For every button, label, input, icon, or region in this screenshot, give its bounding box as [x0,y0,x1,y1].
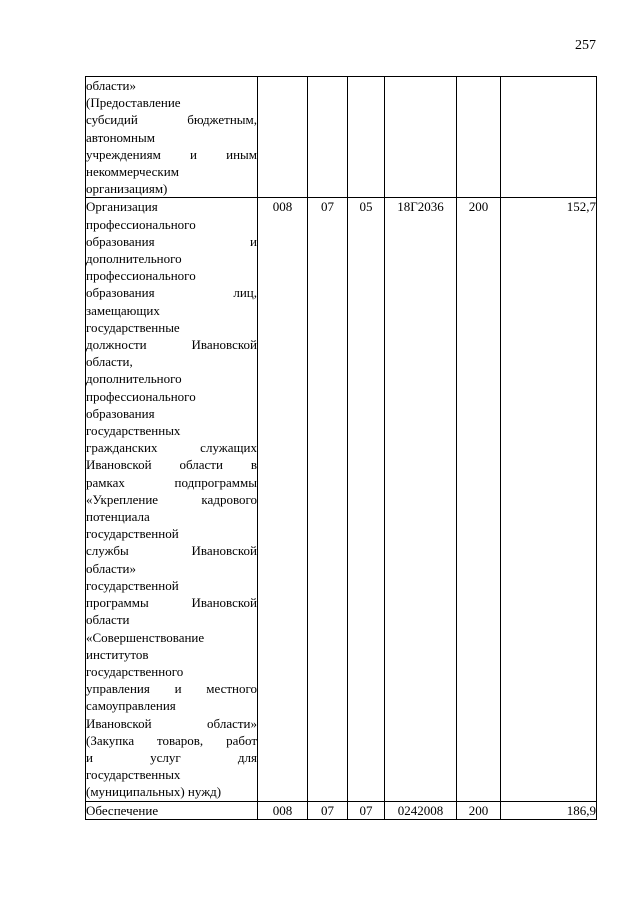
ministry-code: 008 [258,801,308,819]
description-line: (муниципальных) нужд) [86,784,222,800]
section-code [308,77,348,198]
description-line: государственной [86,577,179,593]
amount [501,77,597,198]
description-line: замещающих [86,302,160,318]
description-line: государственных [86,423,181,439]
description-line: некоммерческим [86,164,179,180]
description-line: Организация [86,199,158,215]
description-line: институтов [86,646,149,662]
description-line: (Закупка товаров, работ [86,732,257,748]
description-line: государственного [86,663,184,679]
description-line: службы Ивановской [86,543,257,559]
description-line: «Укрепление кадрового [86,491,257,507]
description-line: управления и местного [86,681,257,697]
section-code: 07 [308,198,348,801]
amount: 186,9 [501,801,597,819]
description-line: области, [86,354,133,370]
ministry-code [258,77,308,198]
description-line: профессионального [86,216,196,232]
description-line: Ивановской области» [86,715,257,731]
table-row [86,198,597,801]
target-article-code: 0242008 [385,801,457,819]
description-line: (Предоставление [86,95,181,111]
expense-type-code: 200 [457,801,501,819]
expense-description [86,77,258,198]
description-line: государственной [86,526,179,542]
description-line: и услуг для [86,749,257,765]
subsection-code [348,77,385,198]
description-line: Ивановской области в [86,457,257,473]
description-line: государственные [86,319,180,335]
page-number: 257 [575,38,596,53]
expense-type-code: 200 [457,198,501,801]
description-line: должности Ивановской [86,337,257,353]
section-code: 07 [308,801,348,819]
expense-description [86,198,258,801]
description-line: области» [86,560,136,576]
expense-description [86,801,258,819]
description-line: образования [86,405,155,421]
description-line: государственных [86,767,181,783]
description-line: образования и [86,233,257,249]
description-line: самоуправления [86,698,176,714]
description-line: области [86,612,130,628]
description-line: потенциала [86,509,150,525]
subsection-code: 05 [348,198,385,801]
description-line: профессионального [86,388,196,404]
description-line: автономным [86,129,155,145]
table-row [86,77,597,198]
description-line: дополнительного [86,251,182,267]
subsection-code: 07 [348,801,385,819]
target-article-code [385,77,457,198]
description-line: Обеспечение [86,802,159,818]
target-article-code: 18Г2036 [385,198,457,801]
ministry-code: 008 [258,198,308,801]
description-line: организациям) [86,181,168,197]
expense-type-code [457,77,501,198]
description-line: образования лиц, [86,285,257,301]
table-row [86,801,597,819]
description-line: дополнительного [86,371,182,387]
description-line: области» [86,78,136,93]
description-line: субсидий бюджетным, [86,112,257,128]
description-line: «Совершенствование [86,629,205,645]
description-line: учреждениям и иным [86,146,257,162]
description-line: профессионального [86,268,196,284]
description-line: программы Ивановской [86,595,257,611]
description-line: рамках подпрограммы [86,474,257,490]
description-line: гражданских служащих [86,440,257,456]
amount: 152,7 [501,198,597,801]
budget-table [85,76,597,820]
